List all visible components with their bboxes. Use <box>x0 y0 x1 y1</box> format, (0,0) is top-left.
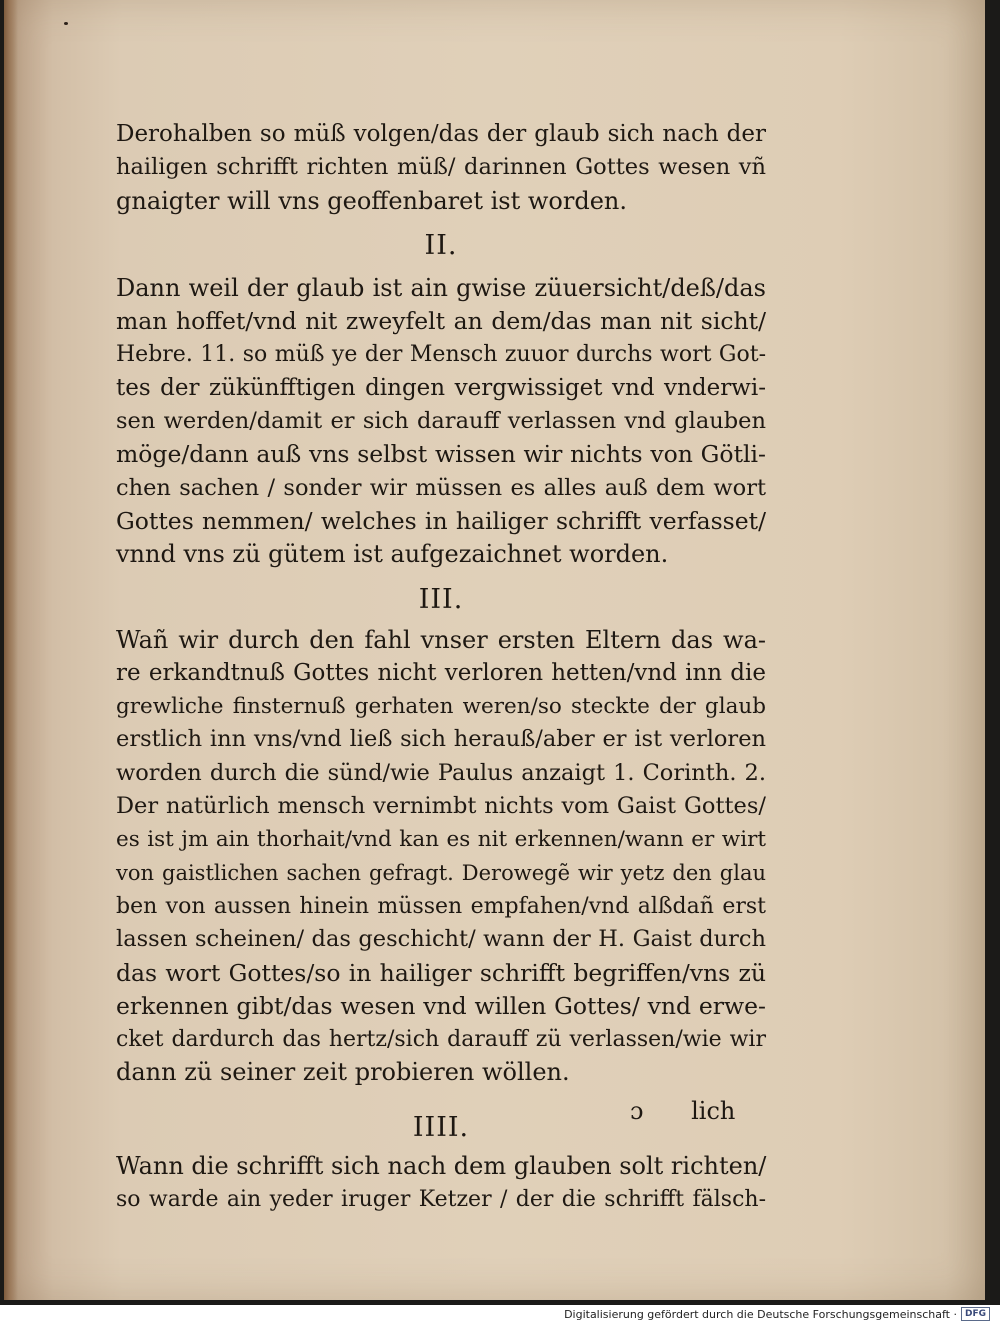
text-line: Gottes nemmen/ welches in hailiger schrifft verfasset/ <box>116 506 766 535</box>
text-line: Derohalben so müß volgen/das der glaub sich nach der <box>116 121 766 147</box>
text-line: man hoffet/vnd nit zweyfelt an dem/das man nit sicht/ <box>116 307 766 336</box>
text-line: gnaigter will vns geoffenbaret ist worden. <box>116 186 628 215</box>
text-line: tes der zükünfftigen dingen vergwissiget vnd vnderwi- <box>116 374 766 401</box>
dfg-logo: DFG <box>961 1307 990 1321</box>
section-heading-2: II. <box>424 229 458 261</box>
text-line: lassen scheinen/ das geschicht/ wann der H. Gaist durch <box>116 926 766 953</box>
text-line: vnnd vns zü gütem ist aufgezaichnet worden. <box>116 540 669 569</box>
text-line: hailigen schrifft richten müß/ darinnen Gottes wesen vñ <box>116 154 766 181</box>
text-line: cket dardurch das hertz/sich darauff zü verlassen/wie wir <box>116 1027 766 1053</box>
ink-speck <box>64 22 68 25</box>
text-line: so warde ain yeder iruger Ketzer / der die schrifft fälsch- <box>116 1187 766 1213</box>
paragraph-1 <box>116 118 766 218</box>
page-text <box>116 118 766 1216</box>
text-line: worden durch die sünd/wie Paulus anzaigt 1. Corinth. 2. <box>116 759 766 786</box>
text-line: re erkandtnuß Gottes nicht verloren hetten/vnd inn die <box>116 659 766 686</box>
paragraph-2 <box>116 272 766 572</box>
text-line: erstlich inn vns/vnd ließ sich herauß/aber er ist verloren <box>116 726 766 753</box>
text-line: Der natürlich mensch vernimbt nichts vom Gaist Gottes/ <box>116 793 766 820</box>
text-line: dann zü seiner zeit probieren wöllen. <box>116 1058 570 1087</box>
text-line: chen sachen / sonder wir müssen es alles auß dem wort <box>116 474 766 501</box>
signature-mark: ɔ <box>630 1097 644 1125</box>
text-line: Hebre. 11. so müß ye der Mensch zuuor durchs wort Got- <box>116 342 766 368</box>
digitization-credit <box>564 1307 990 1321</box>
paragraph-3 <box>116 624 766 1090</box>
page-footer-marks <box>630 1097 735 1125</box>
text-line: sen werden/damit er sich darauff verlassen vnd glauben <box>116 408 766 435</box>
text-line: es ist jm ain thorhait/vnd kan es nit erkennen/wann er wirt <box>116 827 766 853</box>
page-gutter-edge <box>4 0 18 1300</box>
text-line: Wañ wir durch den fahl vnser ersten Eltern das wa- <box>116 625 766 654</box>
text-line: möge/dann auß vns selbst wissen wir nichts von Götli- <box>116 440 766 469</box>
section-heading-4: IIII. <box>412 1111 470 1143</box>
text-line: Dann weil der glaub ist ain gwise züuersicht/deß/das <box>116 273 766 302</box>
text-line: Wann die schrifft sich nach dem glauben solt richten/ <box>116 1151 767 1180</box>
paragraph-4 <box>116 1150 766 1217</box>
catchword: lich <box>691 1097 736 1125</box>
text-line: ben von aussen hinein müssen empfahen/vnd alßdañ erst <box>116 893 766 919</box>
text-line: das wort Gottes/so in hailiger schrifft begriffen/vns zü <box>116 958 766 987</box>
section-heading-3: III. <box>418 583 464 615</box>
text-line: erkennen gibt/das wesen vnd willen Gottes/ vnd erwe- <box>116 991 766 1020</box>
text-line: von gaistlichen sachen gefragt. Derowegẽ wir yetz den glau <box>116 860 766 885</box>
text-line: grewliche finsternuß gerhaten weren/so steckte der glaub <box>116 694 766 720</box>
credit-text: Digitalisierung gefördert durch die Deutsche Forschungsgemeinschaft · <box>564 1307 957 1321</box>
